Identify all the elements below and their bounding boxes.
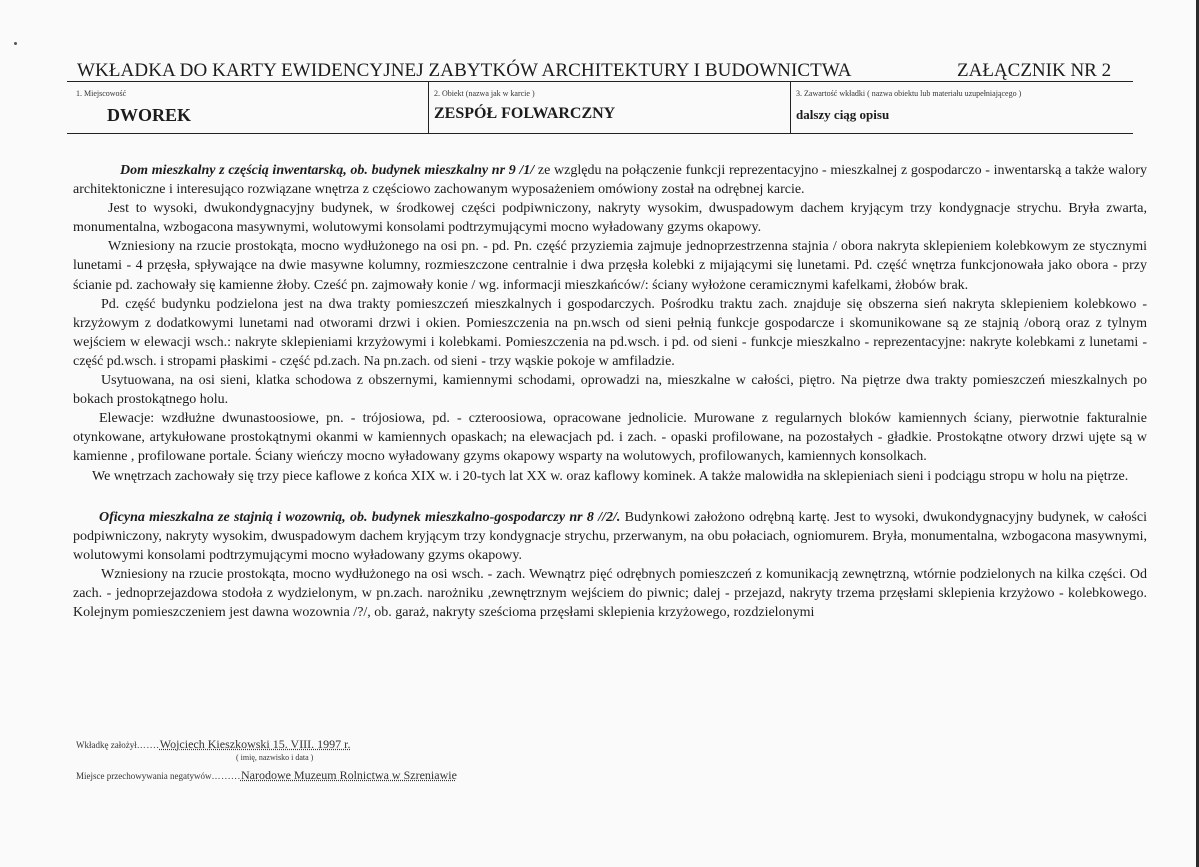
author-note: ( imię, nazwisko i data ) [236,753,314,762]
paragraph-gap [73,486,1147,508]
field-divider [790,82,791,133]
object-value: ZESPÓŁ FOLWARCZNY [434,105,616,122]
object-label: 2. Obiekt (nazwa jak w karcie ) [434,89,535,98]
author-label: Wkładkę założył [76,740,137,750]
author-dots: ….... [136,740,160,750]
paragraph: We wnętrzach zachowały się trzy piece kaflowe z końca XIX w. i 20-tych lat XX w. oraz kaflowy kominek. A także malowidła na sklepieniach sieni i podciągu stropu w holu na piętrze. [92,468,1129,484]
negatives-line [76,768,457,783]
negatives-dots: …...... [211,771,241,781]
paragraph: Wzniesiony na rzucie prostokąta, mocno wydłużonego na osi wsch. - zach. Wewnątrz pięć odrębnych pomieszczeń z komunikacją zewnętrzną, wtórnie podzielonych na kilka części. Od zach. - jednoprzejazdowa stodoła z wydzielonym, w pn.zach. narożniku ,zewnętrznym wejściem do piwnic; dalej - przejazd, nakryty trzema przęsłami sklepienia krzyżowo - kolebkowego. Kolejnym pomieszczeniem jest dawna wozownia /?/, ob. garaż, nakryty sześcioma przęsłami sklepienia krzyżowego, rozdzielonymi [73,566,1147,621]
paragraph-lead: Oficyna mieszkalna ze stajnią i wozownią, ob. budynek mieszkalno-gospodarczy nr 8 //2/. [99,509,621,525]
paragraph-text: Budynkowi założono odrębną kartę. Jest to wysoki, dwukondygnacyjny budynek, w całości podpiwniczony, nakryty wysokim, dwuspadowym dachem kryjącym trzy kondygnacje strychu, przerwanym, na obu połaciach, ogniomurem. Bryła, monumentalna, wzbogacona masywnymi, wolutowymi konsolami podtrzymującymi mocno wyładowany gzyms okapowy. [73,509,1147,563]
paragraph-text: ze względu na połączenie funkcji reprezentacyjno - mieszkalnej z gospodarczo - inwentarską a także walory architektoniczne i interesująco rozwiązane wnętrza z częściowo zachowanym wyposażeniem omówiony został na odrębnej karcie. [73,163,1148,198]
fields-rule [67,133,1133,134]
paragraph: Jest to wysoki, dwukondygnacyjny budynek, w środkowej części podpiwniczony, nakryty wysokim, dwuspadowym dachem kryjącym trzy kondygnacje strychu. Bryła zwarta, monumentalna, wzbogacona masywnymi, wolutowymi konsolami podtrzymującymi mocno wyładowany gzyms okapowy. [73,201,1147,236]
paragraph: Wzniesiony na rzucie prostokąta, mocno wydłużonego na osi pn. - pd. Pn. część przyziemia zajmuje jednoprzestrzenna stajnia / obora nakryta sklepieniem kolebkowym ze stycznymi lunetami - 4 przęsła, spływające na dwie masywne kolumny, rozmieszczone centralnie i dwa przęsła kolebki z mijającymi się lunetami. Pd. część wnętrza funkcjonowała jako obora - przy ścianie pd. zachowały się kamienne żłoby. Cześć pn. zajmowały konie / wg. informacji mieszkańców/: ściany wyłożone ceramicznymi kafelkami, żłobów brak. [73,239,1147,293]
location-label: 1. Miejscowość [76,89,127,98]
paragraph: Pd. część budynku podzielona jest na dwa trakty pomieszczeń mieszkalnych i gospodarczych. Pośrodku traktu zach. znajduje się obszerna sień nakryta sklepieniem kolebkowo - krzyżowym z dodatkowymi lunetami nad otworami drzwi i okien. Pomieszczenia na pn.wsch od sieni pełnią funkcje gospodarcze i skomunikowane są ze stajnią /oborą oraz z tylnym wejściem w elewacji wsch.: nakryte sklepieniami krzyżowymi i kolebkami. Pomieszczenia na pd.wsch. i pd. od sieni - funkcje mieszkalno - reprezentacyjne: nakryte kolebkami z lunetami - część pd.wsch. i stropami płaskimi - część pd.zach. Na pn.zach. od sieni - trzy wąskie pokoje w amfiladzie. [73,296,1147,369]
negatives-value: Narodowe Muzeum Rolnictwa w Szreniawie [240,768,457,782]
content-value: dalszy ciąg opisu [796,107,890,122]
description-body [73,161,1147,622]
header-rule [67,81,1133,82]
content-label: 3. Zawartość wkładki ( nazwa obiektu lub materiału uzupełniającego ) [796,89,1022,98]
author-line [76,737,351,752]
scan-mark [14,42,17,45]
annex-number: ZAŁĄCZNIK NR 2 [957,60,1112,81]
paragraph [73,508,1147,565]
location-value: DWOREK [107,105,192,125]
paragraph [73,161,1147,199]
paragraph: Elewacje: wzdłużne dwunastoosiowe, pn. - trójosiowa, pd. - czteroosiowa, opracowane jednolicie. Murowane z regularnych bloków kamiennych ściany, pierwotnie fakturalnie otynkowane, artykułowane prostokątnymi okanmi w kamiennych opaskach; na elewacjach pd. i zach. - opaski profilowane, na pozostałych - gładkie. Prostokątne otwory drzwi ujęte są w kamienne , profilowane portale. Ściany wieńczy mocno wyładowany gzyms okapowy wsparty na wolutowych, profilowanych, kamiennych konsolkach. [73,411,1147,465]
paragraph-lead: Dom mieszkalny z częścią inwentarską, ob. budynek mieszkalny nr 9 /1/ [120,163,535,178]
author-value: Wojciech Kieszkowski 15. VIII. 1997 r. [159,737,351,751]
field-divider [428,82,429,133]
paragraph: Usytuowana, na osi sieni, klatka schodowa z obszernymi, kamiennymi schodami, oprowadzi na, mieszkalne w całości, piętro. Na piętrze dwa trakty pomieszczeń mieszkalnych po bokach prostokątnego holu. [73,373,1147,408]
negatives-label: Miejsce przechowywania negatywów [76,771,212,781]
document-title: WKŁADKA DO KARTY EWIDENCYJNEJ ZABYTKÓW ARCHITEKTURY I BUDOWNICTWA [77,60,852,81]
